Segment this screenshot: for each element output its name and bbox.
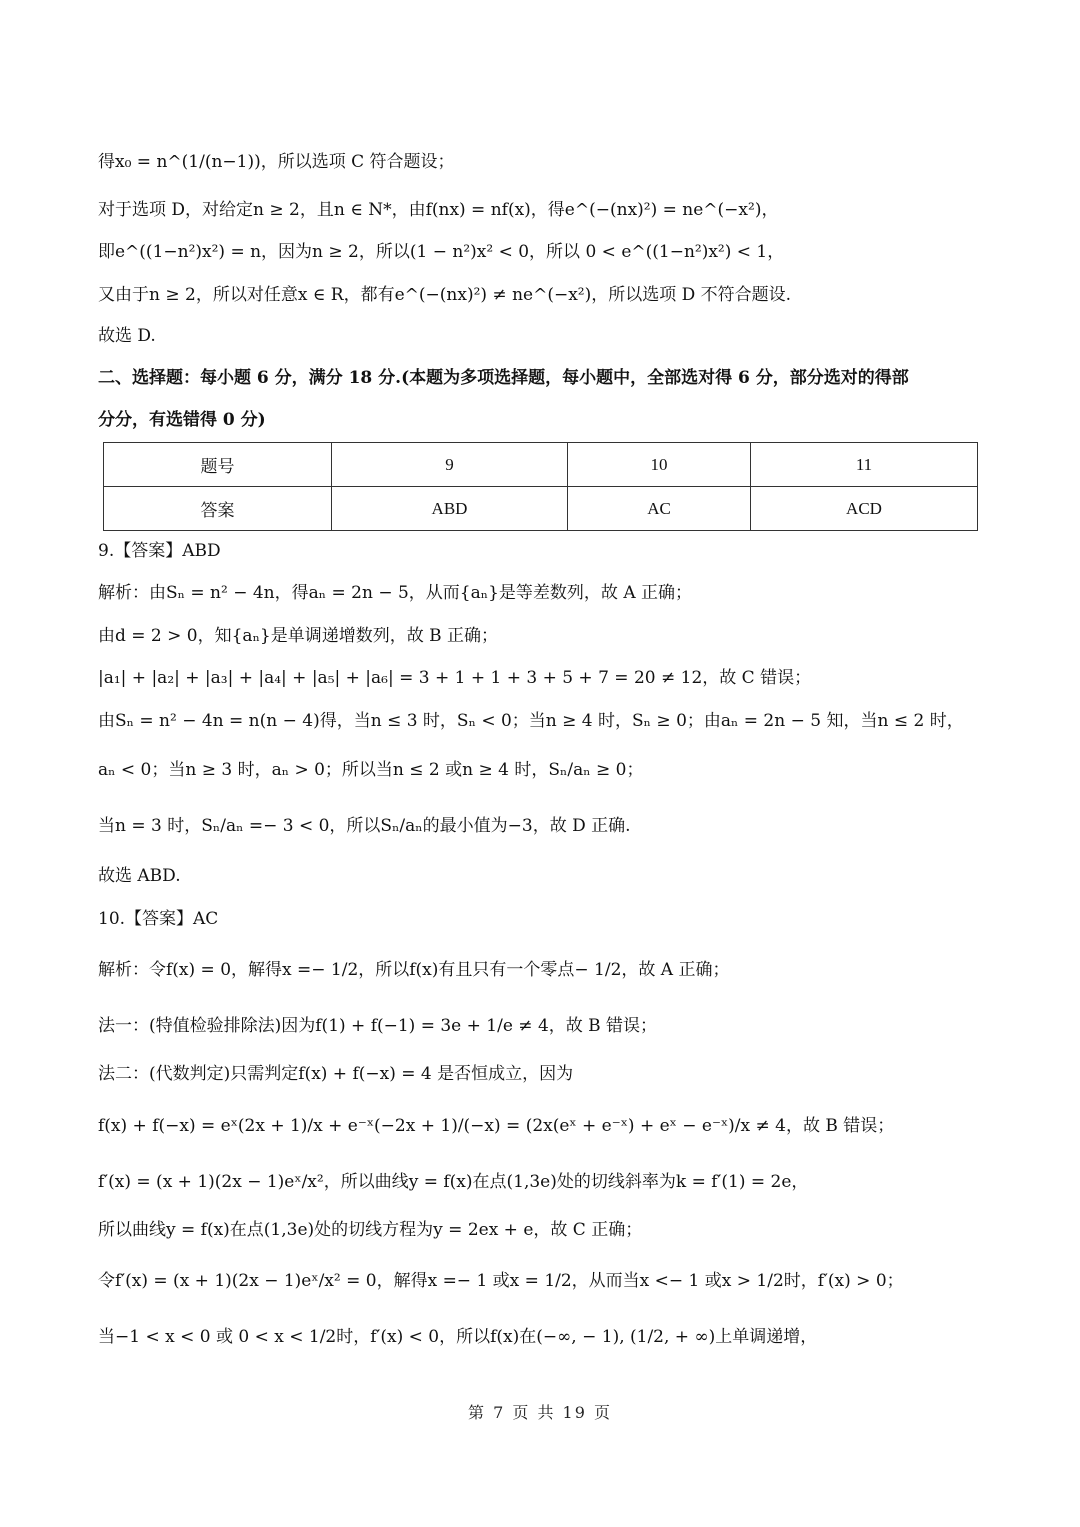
table-cell: 11 (751, 443, 978, 487)
text-line: 10.【答案】AC (98, 909, 219, 929)
text-line: 故选 ABD. (98, 866, 181, 886)
text-line: f′(x) = (x + 1)(2x − 1)eˣ/x²，所以曲线y = f(x)在点(1,3e)处的切线斜率为k = f′(1) = 2e， (98, 1172, 809, 1192)
text-line: 令f′(x) = (x + 1)(2x − 1)eˣ/x² = 0，解得x =− 1 或x = 1/2，从而当x <− 1 或x > 1/2时，f′(x) > 0； (98, 1271, 904, 1291)
text-line: 由Sₙ = n² − 4n = n(n − 4)得，当n ≤ 3 时，Sₙ < 0；当n ≥ 4 时，Sₙ ≥ 0；由aₙ = 2n − 5 知，当n ≤ 2 时， (98, 711, 964, 731)
table-row (104, 487, 978, 531)
text-line: |a₁| + |a₂| + |a₃| + |a₄| + |a₅| + |a₆| = 3 + 1 + 1 + 3 + 5 + 7 = 20 ≠ 12，故 C 错误； (98, 668, 812, 688)
text-line: 9.【答案】ABD (98, 541, 221, 561)
text-line: aₙ < 0；当n ≥ 3 时，aₙ > 0；所以当n ≤ 2 或n ≥ 4 时，Sₙ/aₙ ≥ 0； (98, 760, 644, 780)
table-cell: AC (568, 487, 751, 531)
table-row (104, 443, 978, 487)
table-cell: 题号 (104, 443, 332, 487)
text-line: 对于选项 D，对给定n ≥ 2，且n ∈ N*，由f(nx) = nf(x)，得e^(−(nx)²) = ne^(−x²)， (98, 200, 779, 220)
text-line: 二、选择题：每小题 6 分，满分 18 分.(本题为多项选择题，每小题中，全部选对得 6 分，部分选对的得部 (98, 368, 909, 388)
text-line: 所以曲线y = f(x)在点(1,3e)处的切线方程为y = 2ex + e，故 C 正确； (98, 1220, 643, 1240)
text-line: 法一：(特值检验排除法)因为f(1) + f(−1) = 3e + 1/e ≠ 4，故 B 错误； (98, 1016, 658, 1036)
text-line: f(x) + f(−x) = eˣ(2x + 1)/x + e⁻ˣ(−2x + 1)/(−x) = (2x(eˣ + e⁻ˣ) + eˣ − e⁻ˣ)/x ≠ 4，故 B 错误； (98, 1116, 895, 1136)
table-cell: 答案 (104, 487, 332, 531)
text-line: 故选 D. (98, 326, 156, 346)
text-line: 得x₀ = n^(1/(n−1))，所以选项 C 符合题设； (98, 152, 455, 172)
text-line: 解析：由Sₙ = n² − 4n，得aₙ = 2n − 5，从而{aₙ}是等差数列，故 A 正确； (98, 583, 693, 603)
text-line: 当−1 < x < 0 或 0 < x < 1/2时，f′(x) < 0，所以f(x)在(−∞, − 1), (1/2, + ∞)上单调递增， (98, 1327, 818, 1347)
text-line: 分分，有选错得 0 分) (98, 410, 266, 430)
table-cell: 9 (332, 443, 568, 487)
text-line: 由d = 2 > 0，知{aₙ}是单调递增数列，故 B 正确； (98, 626, 499, 646)
table-cell: 10 (568, 443, 751, 487)
text-line: 解析：令f(x) = 0，解得x =− 1/2，所以f(x)有且只有一个零点− 1/2，故 A 正确； (98, 960, 730, 980)
text-line: 又由于n ≥ 2，所以对任意x ∈ R，都有e^(−(nx)²) ≠ ne^(−x²)，所以选项 D 不符合题设. (98, 285, 792, 305)
page-footer: 第 7 页 共 19 页 (468, 1403, 612, 1422)
table-cell: ACD (751, 487, 978, 531)
text-line: 当n = 3 时，Sₙ/aₙ =− 3 < 0，所以Sₙ/aₙ的最小值为−3，故 D 正确. (98, 816, 631, 836)
table-cell: ABD (332, 487, 568, 531)
answer-table (103, 442, 978, 531)
text-line: 法二：(代数判定)只需判定f(x) + f(−x) = 4 是否恒成立，因为 (98, 1064, 574, 1084)
text-line: 即e^((1−n²)x²) = n，因为n ≥ 2，所以(1 − n²)x² < 0，所以 0 < e^((1−n²)x²) < 1， (98, 242, 785, 262)
